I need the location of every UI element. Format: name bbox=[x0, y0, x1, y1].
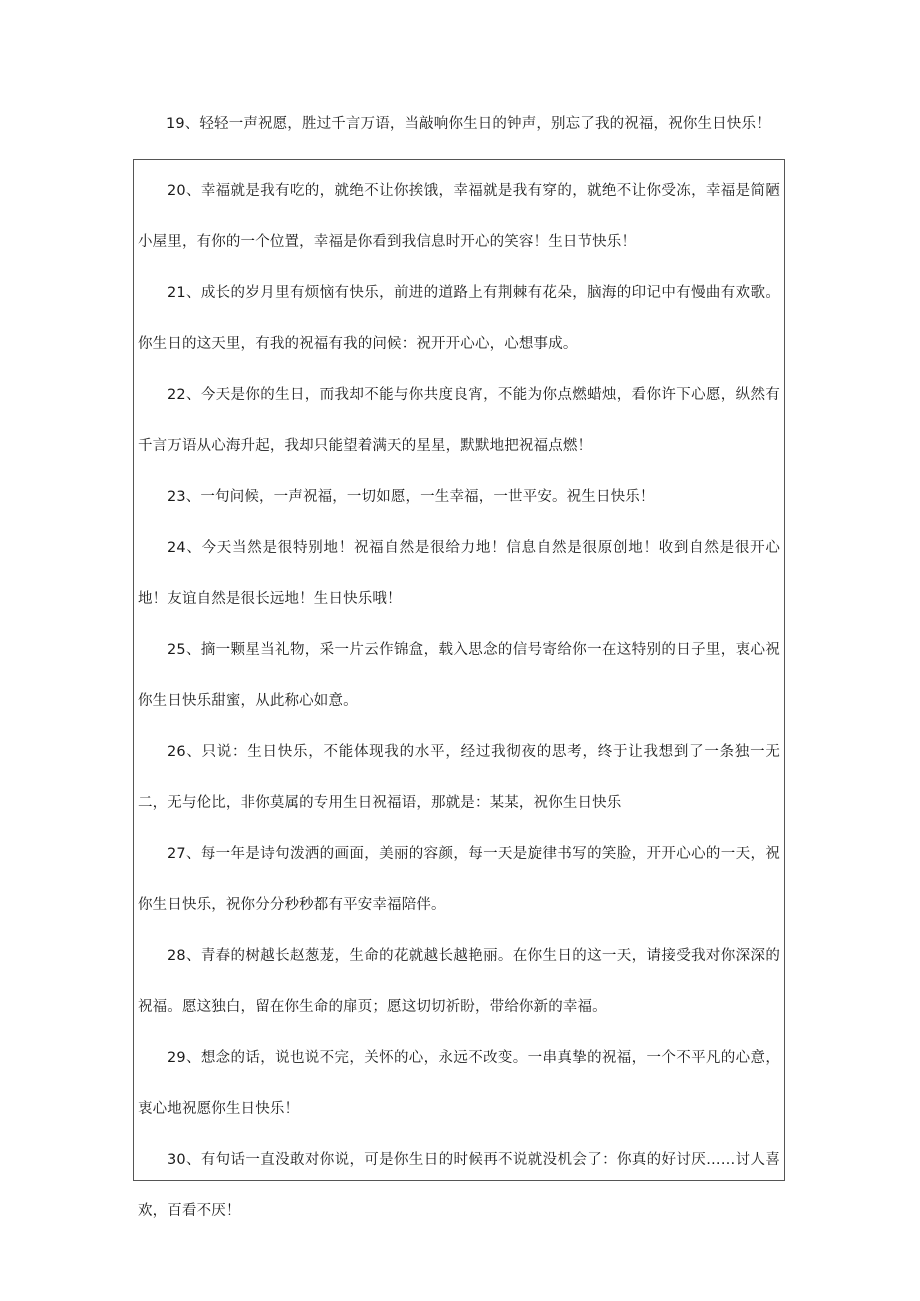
wish-item-21: 21、成长的岁月里有烦恼有快乐，前进的道路上有荆棘有花朵，脑海的印记中有慢曲有欢歌。你生日的这天里，有我的祝福有我的问候：祝开开心心，心想事成。 bbox=[138, 285, 780, 352]
wish-item-23: 23、一句问候，一声祝福，一切如愿，一生幸福，一世平安。祝生日快乐！ bbox=[167, 489, 655, 505]
wish-item-27: 27、每一年是诗句泼洒的画面，美丽的容颜，每一天是旋律书写的笑脸，开开心心的一天，祝你生日快乐，祝你分分秒秒都有平安幸福陪伴。 bbox=[138, 846, 780, 913]
wish-item-24: 24、今天当然是很特别地！祝福自然是很给力地！信息自然是很原创地！收到自然是很开心地！友谊自然是很长远地！生日快乐哦！ bbox=[138, 540, 780, 607]
wish-item-26: 26、只说：生日快乐，不能体现我的水平，经过我彻夜的思考，终于让我想到了一条独一无二，无与伦比，非你莫属的专用生日祝福语，那就是：某某，祝你生日快乐 bbox=[138, 744, 780, 811]
wish-item-20: 20、幸福就是我有吃的，就绝不让你挨饿，幸福就是我有穿的，就绝不让你受冻，幸福是简陋小屋里，有你的一个位置，幸福是你看到我信息时开心的笑容！生日节快乐！ bbox=[138, 183, 780, 250]
wish-item-25: 25、摘一颗星当礼物，采一片云作锦盒，载入思念的信号寄给你一在这特别的日子里，衷心祝你生日快乐甜蜜，从此称心如意。 bbox=[138, 642, 780, 709]
wish-item-30: 30、有句话一直没敢对你说，可是你生日的时候再不说就没机会了：你真的好讨厌……讨人喜欢，百看不厌！ bbox=[138, 1152, 780, 1219]
wish-item-22: 22、今天是你的生日，而我却不能与你共度良宵，不能为你点燃蜡烛，看你许下心愿，纵然有千言万语从心海升起，我却只能望着满天的星星，默默地把祝福点燃！ bbox=[138, 387, 780, 454]
wish-list-box bbox=[133, 159, 785, 1219]
wish-item-19: 19、轻轻一声祝愿，胜过千言万语，当敲响你生日的钟声，别忘了我的祝福，祝你生日快乐！ bbox=[166, 116, 771, 132]
wish-item-28: 28、青春的树越长赵葱茏，生命的花就越长越艳丽。在你生日的这一天，请接受我对你深深的祝福。愿这独白，留在你生命的扉页；愿这切切祈盼，带给你新的幸福。 bbox=[138, 948, 780, 1015]
wish-item-29: 29、想念的话，说也说不完，关怀的心，永远不改变。一串真挚的祝福，一个不平凡的心意，衷心地祝愿你生日快乐！ bbox=[138, 1050, 780, 1117]
